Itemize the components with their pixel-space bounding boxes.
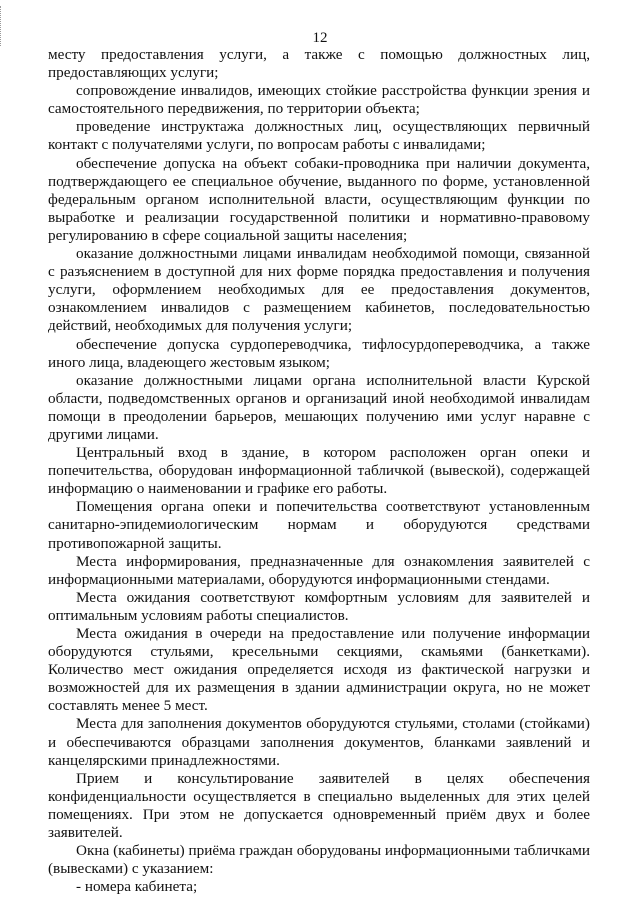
paragraph: оказание должностными лицами органа исполнительной власти Курской области, подведомственных органов и организаций иной необходимой инвалидам помощи в преодолении барьеров, мешающих получению ими услуг наравне с другими лицами. xyxy=(48,371,590,443)
paragraph: Места информирования, предназначенные для ознакомления заявителей с информационными материалами, оборудуются информационными стендами. xyxy=(48,552,590,588)
paragraph: оказание должностными лицами инвалидам необходимой помощи, связанной с разъяснением в доступной для них форме порядка предоставления и получения услуги, оформлением необходимых для ее предоставления документов, ознакомлением инвалидов с размещением кабинетов, последовательностью действий, необходимых для получения услуги; xyxy=(48,245,590,335)
paragraph: Места ожидания в очереди на предоставление или получение информации оборудуются стульями, кресельными секциями, скамьями (банкетками). Количество мест ожидания определяется исходя из фактической нагрузки и возможностей для их размещения в здании администрации округа, но не может составлять менее 5 мест. xyxy=(48,625,590,715)
paragraph: Окна (кабинеты) приёма граждан оборудованы информационными табличками (вывесками) с указанием: xyxy=(48,842,590,878)
paragraph: Прием и консультирование заявителей в целях обеспечения конфиденциальности осуществляется в специально выделенных для этих целей помещениях. При этом не допускается одновременный приём двух и более заявителей. xyxy=(48,769,590,842)
paragraph-continuation: месту предоставления услуги, а также с помощью должностных лиц, предоставляющих услуги; xyxy=(48,46,590,82)
paragraph: сопровождение инвалидов, имеющих стойкие расстройства функции зрения и самостоятельного передвижения, по территории объекта; xyxy=(48,82,590,118)
paragraph: обеспечение допуска на объект собаки-проводника при наличии документа, подтверждающего ее специальное обучение, выданного по форме, установленной федеральным органом исполнительной власти, осуществляющим функции по выработке и реализации государственной политики и нормативно-правовому регулированию в сфере социальной защиты населения; xyxy=(48,154,590,244)
paragraph: Места ожидания соответствуют комфортным условиям для заявителей и оптимальным условиям работы специалистов. xyxy=(48,588,590,624)
paragraph: обеспечение допуска сурдопереводчика, тифлосурдопереводчика, а также иного лица, владеющего жестовым языком; xyxy=(48,335,590,371)
body-text xyxy=(48,46,590,896)
paragraph: Места для заполнения документов оборудуются стульями, столами (стойками) и обеспечиваются образцами заполнения документов, бланками заявлений и канцелярскими принадлежностями. xyxy=(48,715,590,769)
list-item: - номера кабинета; xyxy=(76,878,198,896)
paragraph: Помещения органа опеки и попечительства соответствуют установленным санитарно-эпидемиологическим нормам и оборудуются средствами противопожарной защиты. xyxy=(48,498,590,552)
page-number: 12 xyxy=(312,30,328,46)
paragraph: проведение инструктажа должностных лиц, осуществляющих первичный контакт с получателями услуги, по вопросам работы с инвалидами; xyxy=(48,118,590,154)
paragraph: Центральный вход в здание, в котором расположен орган опеки и попечительства, оборудован информационной табличкой (вывеской), содержащей информацию о наименовании и графике его работы. xyxy=(48,444,590,498)
